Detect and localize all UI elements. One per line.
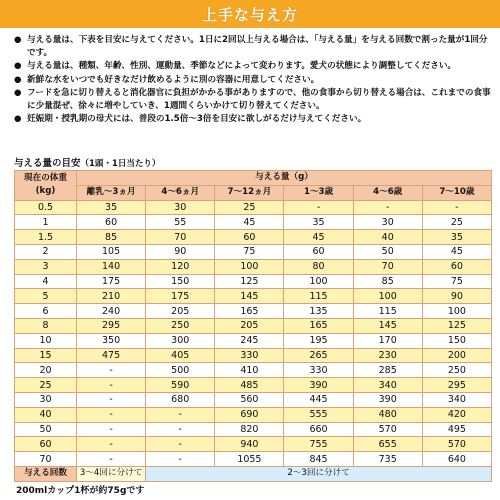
amount-cell: 85 [77,230,146,245]
amount-cell: 655 [353,437,422,452]
note-item [14,74,492,87]
amount-cell: 820 [215,422,284,437]
weight-cell: 6 [15,304,77,319]
amount-cell: 60 [422,259,491,274]
bullet-icon: ● [14,87,22,98]
weight-cell: 1.5 [15,230,77,245]
table-row [15,407,492,422]
feeding-amount-table [14,170,492,482]
table-row [15,304,492,319]
table-row [15,437,492,452]
table-row [15,378,492,393]
age-header: 7～10歳 [422,185,491,200]
amount-cell: 300 [146,333,215,348]
amount-cell: 265 [284,348,353,363]
amount-cell: - [77,363,146,378]
note-text: 与える量は、下表を目安に与えてください。1日に2回以上与える場合は、「与える量」を与える回数で割った量が1回分です。 [27,35,488,59]
table-row [15,333,492,348]
amount-cell: 35 [284,215,353,230]
amount-cell: - [284,200,353,215]
amount-cell: 195 [284,333,353,348]
amount-cell: 145 [353,318,422,333]
amount-cell: 175 [146,289,215,304]
amount-cell: 495 [422,422,491,437]
weight-cell: 30 [15,392,77,407]
amount-cell: 390 [284,378,353,393]
amount-cell: 570 [353,422,422,437]
amount-cell: 100 [353,289,422,304]
bullet-icon: ● [14,74,22,85]
age-header-row [15,185,492,200]
amount-cell: 590 [146,378,215,393]
amount-cell: 170 [353,333,422,348]
table-header-row [15,171,492,186]
table-row [15,215,492,230]
amount-cell: 250 [422,363,491,378]
note-item [14,87,492,113]
amount-cell: 165 [284,318,353,333]
amount-cell: 115 [353,304,422,319]
amount-cell: 330 [215,348,284,363]
amount-cell: - [77,452,146,467]
amount-cell: 570 [422,437,491,452]
table-row [15,392,492,407]
note-text: フードを急に切り替えると消化器官に負担がかかる事がありますので、他の食事から切り替える場合は、これまでの食事に少量混ぜ、徐々に増やしていき、1週間くらいかけて切り替えてください。 [27,87,491,112]
amount-cell: 105 [77,244,146,259]
frequency-label: 与える回数 [15,466,77,481]
weight-cell: 3 [15,259,77,274]
note-text: 与える量は、種類、年齢、性別、運動量、季節などによって変わります。愛犬の状態により調整してください。 [27,61,457,72]
table-subtitle: （1頭・1日当たり） [80,159,161,169]
amount-cell: 250 [146,318,215,333]
amount-cell: 940 [215,437,284,452]
amount-cell: 45 [215,215,284,230]
amount-cell: 90 [422,289,491,304]
amount-cell: 420 [422,407,491,422]
amount-cell: 125 [422,318,491,333]
amount-cell: 100 [284,274,353,289]
note-item [14,34,492,60]
table-row [15,452,492,467]
amount-cell: 295 [77,318,146,333]
weight-cell: 50 [15,422,77,437]
amount-cell: 145 [215,289,284,304]
amount-cell: 30 [146,200,215,215]
amount-cell: 135 [284,304,353,319]
amount-cell: 45 [422,244,491,259]
amount-cell: 60 [284,244,353,259]
weight-cell: 25 [15,378,77,393]
note-text: 妊娠期・授乳期の母犬には、普段の1.5倍～3倍を目安に欲しがるだけ与えてください。 [27,114,367,125]
table-row [15,230,492,245]
amount-cell: 1055 [215,452,284,467]
amount-cell: - [422,200,491,215]
amount-cell: 475 [77,348,146,363]
amount-cell: - [77,392,146,407]
amount-cell: 100 [422,304,491,319]
amount-cell: 680 [146,392,215,407]
amount-cell: - [77,422,146,437]
bullet-icon: ● [14,114,22,125]
amount-cell: 210 [77,289,146,304]
amount-cell: 755 [284,437,353,452]
table-title [14,155,160,169]
amount-cell: - [146,407,215,422]
amount-cell: 25 [215,200,284,215]
weight-cell: 0.5 [15,200,77,215]
age-header: 離乳～3ヵ月 [77,185,146,200]
amount-cell: 70 [353,259,422,274]
bullet-icon: ● [14,61,22,72]
amount-cell: 205 [215,318,284,333]
amount-cell: 175 [77,274,146,289]
weight-cell: 20 [15,363,77,378]
table-row [15,274,492,289]
table-row [15,289,492,304]
amount-cell: 150 [146,274,215,289]
weight-cell: 15 [15,348,77,363]
title-bar [0,0,500,28]
age-header: 1～3歳 [284,185,353,200]
weight-cell: 8 [15,318,77,333]
amount-cell: 660 [284,422,353,437]
amount-cell: 560 [215,392,284,407]
amount-cell: 285 [353,363,422,378]
amount-cell: 75 [422,274,491,289]
amount-cell: 480 [353,407,422,422]
amount-cell: 200 [422,348,491,363]
amount-cell: 295 [422,378,491,393]
amount-cell: 245 [215,333,284,348]
table-row [15,422,492,437]
weight-cell: 2 [15,244,77,259]
amount-cell: 165 [215,304,284,319]
weight-cell: 5 [15,289,77,304]
amount-cell: 40 [353,230,422,245]
amount-cell: 35 [422,230,491,245]
age-header: 7～12ヵ月 [215,185,284,200]
table-row [15,200,492,215]
weight-header: 現在の体重(kg) [15,171,77,201]
amount-cell: 75 [215,244,284,259]
frequency-adult: 2～3回に分けて [146,466,492,481]
weight-cell: 40 [15,407,77,422]
amount-cell: 115 [284,289,353,304]
amount-cell: 340 [353,378,422,393]
amount-header: 与える量（g） [77,171,492,186]
table-row [15,259,492,274]
amount-cell: 735 [353,452,422,467]
amount-cell: 50 [353,244,422,259]
amount-cell: 485 [215,378,284,393]
amount-cell: - [77,437,146,452]
amount-cell: 500 [146,363,215,378]
amount-cell: 350 [77,333,146,348]
amount-cell: 55 [146,215,215,230]
amount-cell: 240 [77,304,146,319]
amount-cell: 120 [146,259,215,274]
amount-cell: 25 [422,215,491,230]
page-title: 上手な与え方 [201,5,298,24]
amount-cell: 70 [146,230,215,245]
weight-cell: 70 [15,452,77,467]
table-row [15,348,492,363]
amount-cell: - [146,422,215,437]
frequency-row [15,466,492,481]
amount-cell: - [77,378,146,393]
notes-list [14,34,492,126]
amount-cell: 140 [77,259,146,274]
amount-cell: 205 [146,304,215,319]
amount-cell: 445 [284,392,353,407]
table-body [15,200,492,466]
amount-cell: 45 [284,230,353,245]
amount-cell: - [353,200,422,215]
table-row [15,363,492,378]
amount-cell: 390 [353,392,422,407]
amount-cell: - [77,407,146,422]
amount-cell: 555 [284,407,353,422]
amount-cell: 410 [215,363,284,378]
note-text: 新鮮な水をいつでも好きなだけ飲めるように別の容器に用意してください。 [27,74,320,85]
amount-cell: 690 [215,407,284,422]
amount-cell: 330 [284,363,353,378]
amount-cell: 30 [353,215,422,230]
weight-cell: 60 [15,437,77,452]
table-title-text: 与える量の目安 [14,158,81,169]
table-row [15,244,492,259]
weight-cell: 10 [15,333,77,348]
amount-cell: 60 [77,215,146,230]
amount-cell: 80 [284,259,353,274]
table-row [15,318,492,333]
age-header: 4～6ヵ月 [146,185,215,200]
amount-cell: 405 [146,348,215,363]
amount-cell: - [146,437,215,452]
frequency-puppy: 3～4回に分けて [77,466,146,481]
weight-cell: 1 [15,215,77,230]
amount-cell: 125 [215,274,284,289]
note-item [14,60,492,73]
age-header: 4～6歳 [353,185,422,200]
amount-cell: 60 [215,230,284,245]
bullet-icon: ● [14,35,22,45]
amount-cell: - [146,452,215,467]
note-item [14,113,492,126]
amount-cell: 90 [146,244,215,259]
amount-cell: 340 [422,392,491,407]
footnote: 200mlカップ1杯が約75gです [16,486,145,496]
amount-cell: 845 [284,452,353,467]
amount-cell: 100 [215,259,284,274]
amount-cell: 150 [422,333,491,348]
amount-cell: 640 [422,452,491,467]
weight-cell: 4 [15,274,77,289]
amount-cell: 35 [77,200,146,215]
amount-cell: 230 [353,348,422,363]
amount-cell: 85 [353,274,422,289]
